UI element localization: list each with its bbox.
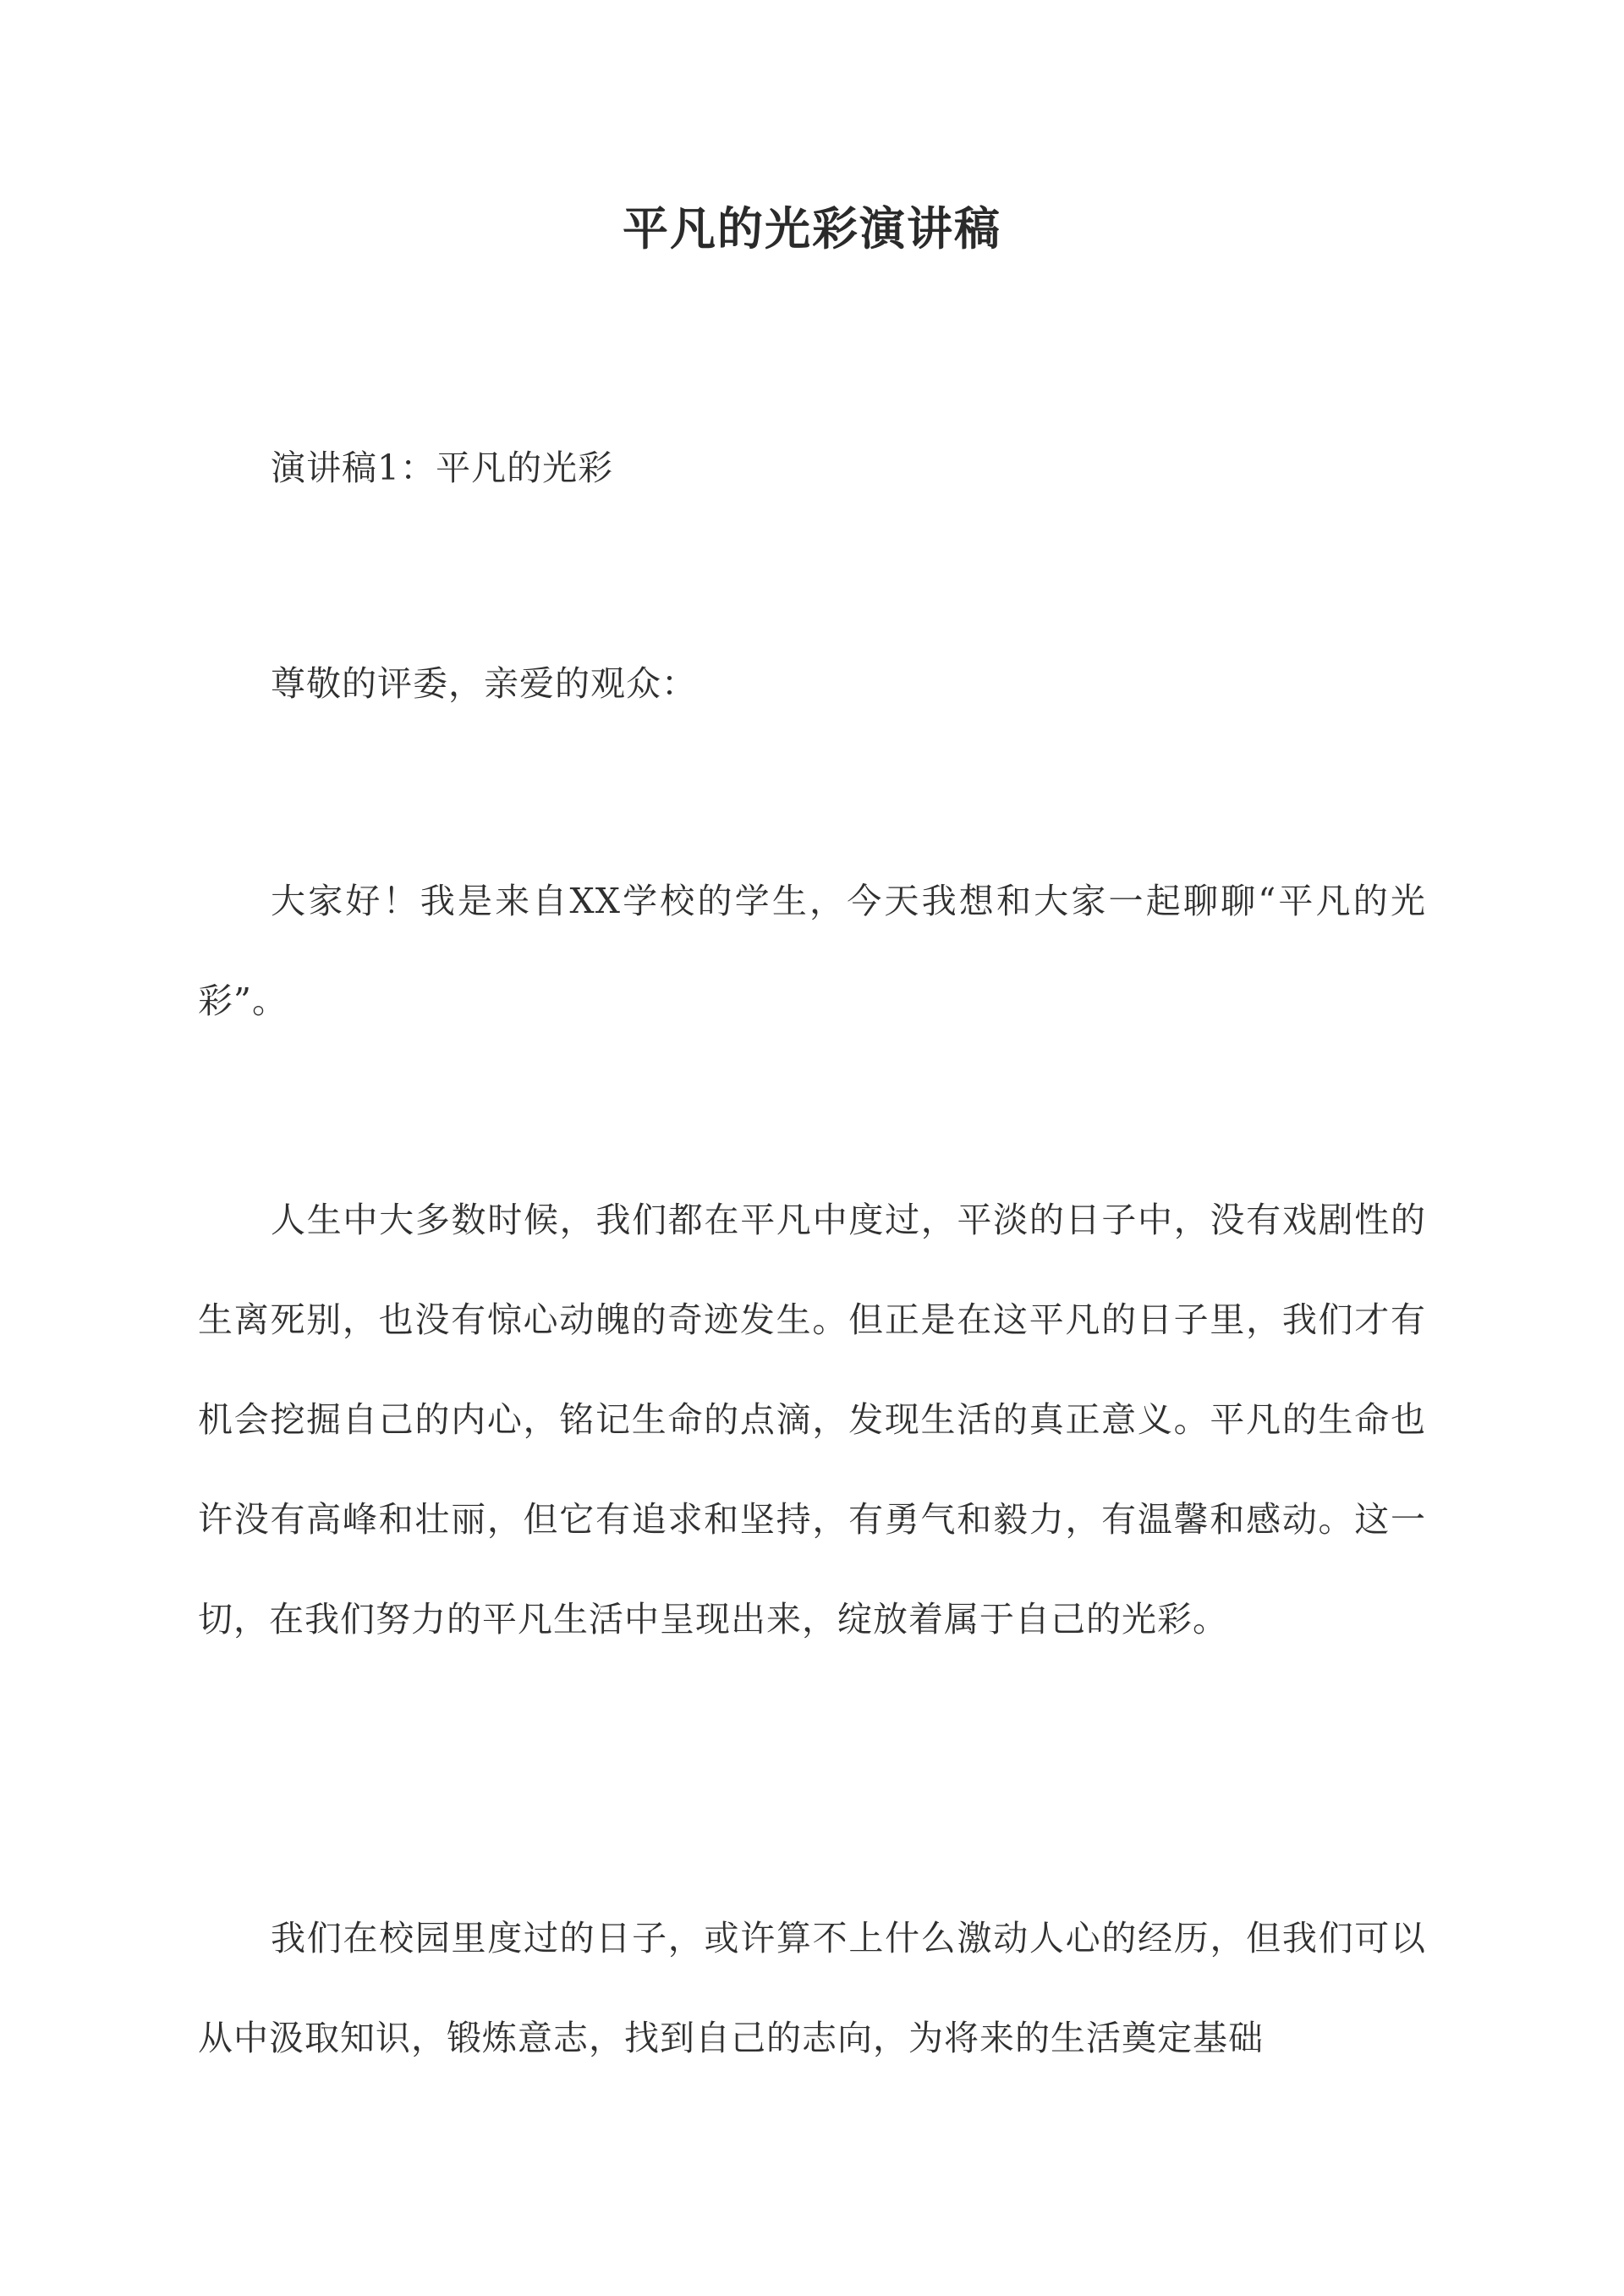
intro-paragraph: 大家好！我是来自XX学校的学生，今天我想和大家一起聊聊“平凡的光彩”。 <box>198 881 1426 1021</box>
body-paragraph: 我们在校园里度过的日子，或许算不上什么激动人心的经历，但我们可以从中汲取知识，锻炼意志，找到自己的志向，为将来的生活奠定基础 <box>198 1918 1426 2058</box>
speech-subtitle: 演讲稿1：平凡的光彩 <box>271 448 614 488</box>
body-paragraph: 人生中大多数时候，我们都在平凡中度过，平淡的日子中，没有戏剧性的生离死别，也没有惊心动魄的奇迹发生。但正是在这平凡的日子里，我们才有机会挖掘自己的内心，铭记生命的点滴，发现生活的真正意义。平凡的生命也许没有高峰和壮丽，但它有追求和坚持，有勇气和毅力，有温馨和感动。这一切，在我们努力的平凡生活中呈现出来，绽放着属于自己的光彩。 <box>198 1200 1426 1640</box>
greeting-paragraph: 尊敬的评委，亲爱的观众： <box>271 663 697 704</box>
document-title: 平凡的光彩演讲稿 <box>623 201 1001 255</box>
